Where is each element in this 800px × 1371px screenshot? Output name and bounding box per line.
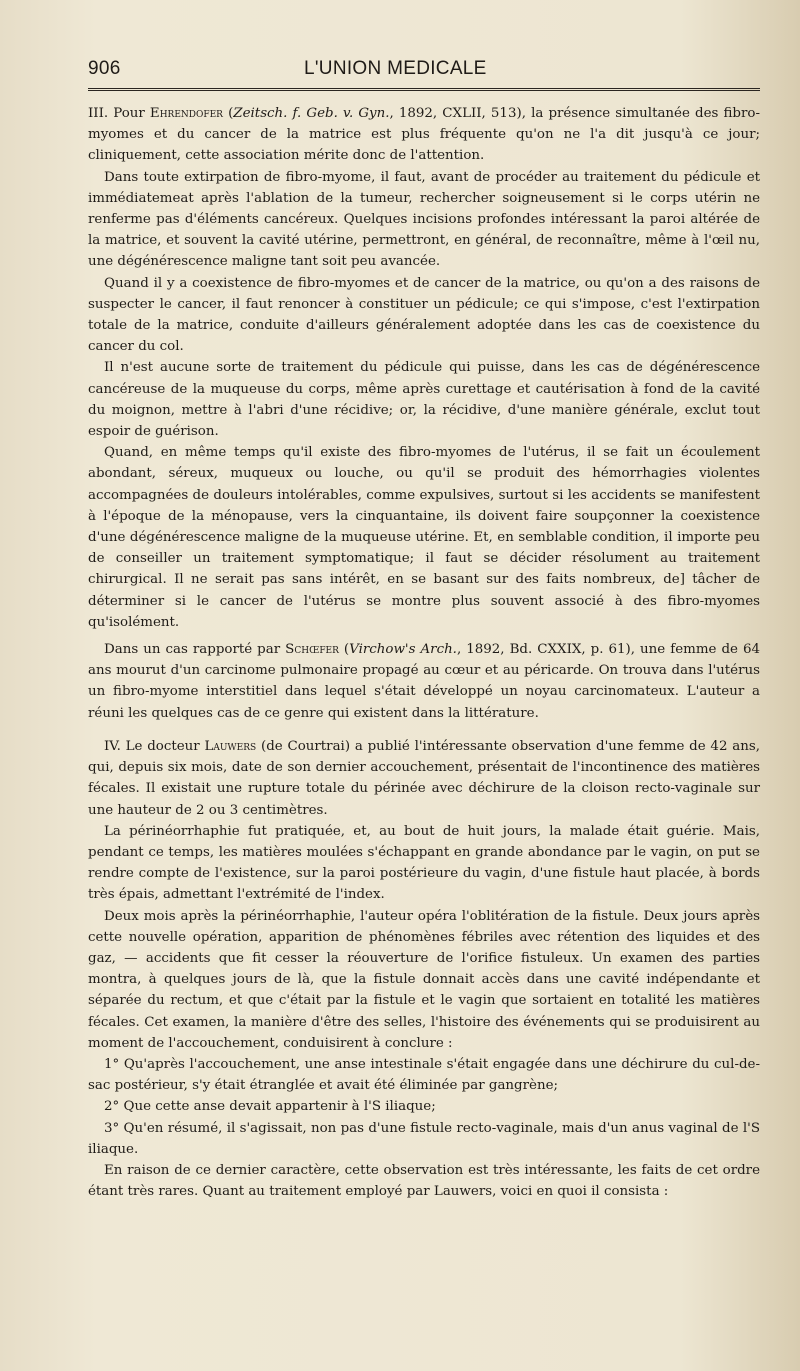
paragraph: En raison de ce dernier caractère, cette observation est très intéressante, les faits de cet ordre étant très rares. Quant au traitement employé par Lauwers, voici en quoi il consista : bbox=[88, 1162, 760, 1200]
paragraph: Il n'est aucune sorte de traitement du pédicule qui puisse, dans les cas de dégénérescence cancéreuse de la muqueuse du corps, même après curettage et cautérisation à fond de la cavité du moignon, mettre à l'abri d'une récidive; or, la récidive, d'une manière générale, exclut tout espoir de guérison. bbox=[88, 360, 760, 440]
list-item: 3° Qu'en résumé, il s'agissait, non pas d'une fistule recto-vaginale, mais d'un anus vaginal de l'S iliaque. bbox=[88, 1120, 760, 1157]
paragraph-iv-intro bbox=[88, 736, 760, 821]
paragraph-text: , 1892, Bd. CXXIX, p. 61), une femme de 64 ans mourut d'un carcinome pulmonaire propagé au cœur et au péricarde. On trouva dans l'utérus un fibro-myome interstitiel dans lequel s'était développé un noyau carcinomateux. L'auteur a réuni les quelques cas de ce genre qui existent dans la littérature. bbox=[88, 642, 761, 721]
article-body bbox=[88, 103, 760, 1202]
paragraph-iii-intro bbox=[88, 103, 760, 167]
paragraph-text: , 1892, CXLII, 513), la présence simultanée des fibro-myomes et du cancer de la matrice est plus fréquente qu'on ne l'a dit jusqu'à ce jour; cliniquement, cette association mérite donc de l'attention. bbox=[88, 106, 760, 164]
paragraph: Dans toute extirpation de fibro-myome, il faut, avant de procéder au traitement du pédicule et immédiatemeat après l'ablation de la tumeur, rechercher soigneusement si le corps utérin ne renferme pas d'éléments cancéreux. Quelques incisions profondes intéressant la paroi altérée de la matrice, et souvent la cavité utérine, permettront, en général, de reconnaître, même à l'œil nu, une dégénérescence maligne tant soit peu avancée. bbox=[88, 169, 760, 270]
journal-citation: Zeitsch. f. Geb. v. Gyn. bbox=[233, 106, 390, 121]
paragraph: Deux mois après la périnéorrhaphie, l'auteur opéra l'oblitération de la fistule. Deux jours après cette nouvelle opération, apparition de phénomènes fébriles avec rétention des liquides et des gaz, — accidents que fit cesser la réouverture de l'orifice fistuleux. Un examen des parties montra, à quelques jours de là, que la fistule donnait accès dans une cavité indépendante et séparée du rectum, et que c'était par la fistule et le vagin que sortaient en totalité les matières fécales. Cet examen, la manière d'être des selles, l'histoire des événements qui se produisirent au moment de l'accouchement, conduisirent à conclure : bbox=[88, 908, 760, 1051]
paragraph-schoefer-case bbox=[88, 639, 760, 724]
page-number: 906 bbox=[88, 58, 121, 79]
author-ehrendofer: Ehrendofer bbox=[149, 106, 223, 121]
paragraph-text: III. Pour bbox=[88, 106, 150, 121]
header-rule bbox=[88, 88, 760, 91]
paragraph: Quand il y a coexistence de fibro-myomes et de cancer de la matrice, ou qu'on a des raisons de suspecter le cancer, il faut renoncer à constituer un pédicule; ce qui s'impose, c'est l'extirpation totale de la matrice, conduite d'ailleurs généralement adoptée dans les cas de coexistence du cancer du col. bbox=[88, 275, 760, 355]
paragraph-text: ( bbox=[338, 642, 350, 658]
paragraph-text: ( bbox=[222, 106, 234, 121]
paragraph: Quand, en même temps qu'il existe des fibro-myomes de l'utérus, il se fait un écoulement abondant, séreux, muqueux ou louche, ou qu'il se produit des hémorrhagies violentes accompagnées de douleurs intolérables, comme expulsives, surtout si les accidents se manifestent à l'époque de la ménopause, vers la cinquantaine, ils doivent faire soupçonner la coexistence d'une dégénérescence maligne de la muqueuse utérine. Et, en semblable condition, il importe peu de conseiller un traitement symptomatique; il faut se décider résolument au traitement chirurgical. Il ne serait pas sans intérêt, en se basant sur des faits nombreux, de] tâcher de déterminer si le cancer de l'utérus se montre plus souvent associé à des fibro-myomes qu'isolément. bbox=[88, 445, 760, 630]
journal-citation: Virchow's Arch. bbox=[349, 642, 457, 658]
author-lauwers: Lauwers bbox=[204, 738, 257, 754]
list-item: 1° Qu'après l'accouchement, une anse intestinale s'était engagée dans une déchirure du cul-de-sac postérieur, s'y était étranglée et avait été éliminée par gangrène; bbox=[88, 1056, 760, 1094]
paragraph-text: IV. Le docteur bbox=[104, 738, 205, 754]
list-item: 2° Que cette anse devait appartenir à l'S iliaque; bbox=[104, 1099, 436, 1115]
running-title: L'UNION MEDICALE bbox=[304, 58, 487, 79]
paragraph-text: (de Courtrai) a publié l'intéressante observation d'une femme de 42 ans, qui, depuis six mois, date de son dernier accouchement, présentait de l'incontinence des matières fécales. Il existait une rupture totale du périnée avec déchirure de la cloison recto-vaginale sur une hauteur de 2 ou 3 centimètres. bbox=[88, 738, 760, 818]
page-header bbox=[88, 48, 756, 82]
paragraph-text: Dans un cas rapporté par bbox=[104, 642, 286, 658]
paragraph: La périnéorrhaphie fut pratiquée, et, au bout de huit jours, la malade était guérie. Mais, pendant ce temps, les matières moulées s'échappant en grande abondance par le vagin, on put se rendre compte de l'existence, sur la paroi postérieure du vagin, d'une fistule haut placée, à bords très épais, admettant l'extrémité de l'index. bbox=[88, 823, 760, 903]
author-schoefer: Schœfer bbox=[285, 642, 339, 658]
